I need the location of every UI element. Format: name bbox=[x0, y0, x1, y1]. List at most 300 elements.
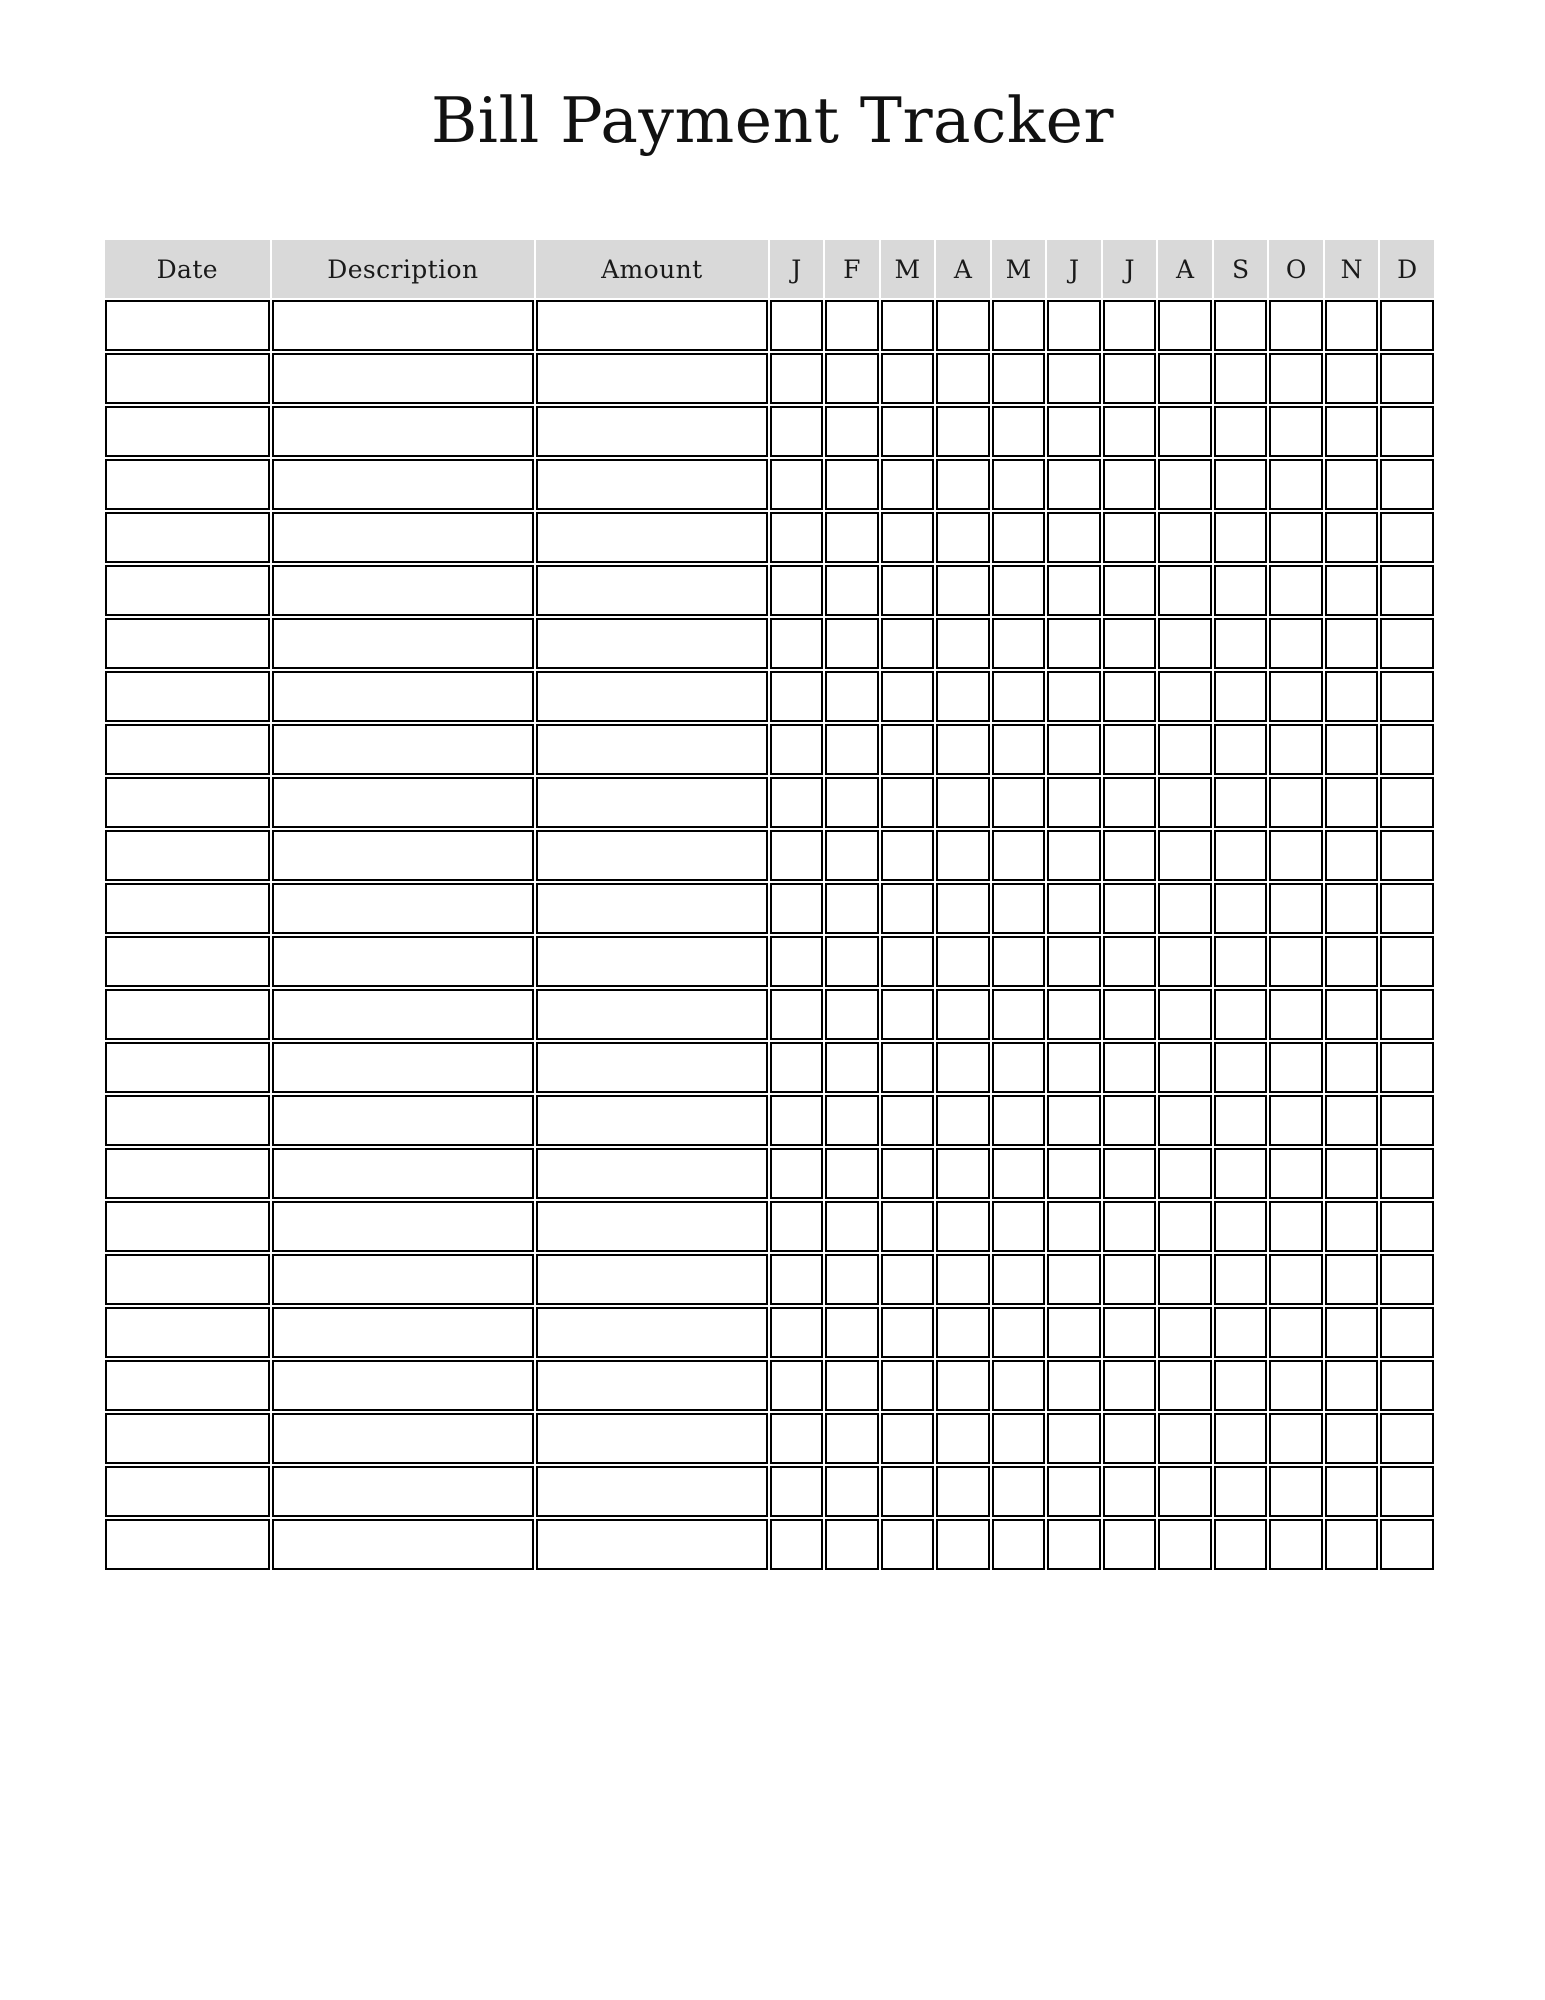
cell-description[interactable] bbox=[272, 459, 535, 510]
cell-month-may[interactable] bbox=[992, 353, 1046, 404]
cell-amount[interactable] bbox=[536, 565, 767, 616]
cell-month-may[interactable] bbox=[992, 989, 1046, 1040]
cell-month-jul[interactable] bbox=[1103, 1254, 1157, 1305]
cell-month-dec[interactable] bbox=[1380, 1201, 1434, 1252]
cell-description[interactable] bbox=[272, 565, 535, 616]
cell-month-oct[interactable] bbox=[1269, 353, 1323, 404]
cell-month-feb[interactable] bbox=[825, 1519, 879, 1570]
cell-month-apr[interactable] bbox=[936, 936, 990, 987]
cell-month-jun[interactable] bbox=[1047, 777, 1101, 828]
cell-month-may[interactable] bbox=[992, 1466, 1046, 1517]
cell-amount[interactable] bbox=[536, 671, 767, 722]
cell-month-sep[interactable] bbox=[1214, 883, 1268, 934]
cell-month-oct[interactable] bbox=[1269, 1095, 1323, 1146]
cell-amount[interactable] bbox=[536, 1095, 767, 1146]
cell-amount[interactable] bbox=[536, 1466, 767, 1517]
cell-month-mar[interactable] bbox=[881, 830, 935, 881]
cell-month-jan[interactable] bbox=[770, 1095, 824, 1146]
cell-amount[interactable] bbox=[536, 883, 767, 934]
cell-month-jan[interactable] bbox=[770, 1360, 824, 1411]
cell-amount[interactable] bbox=[536, 300, 767, 351]
cell-month-dec[interactable] bbox=[1380, 618, 1434, 669]
cell-month-oct[interactable] bbox=[1269, 671, 1323, 722]
cell-month-sep[interactable] bbox=[1214, 724, 1268, 775]
cell-month-mar[interactable] bbox=[881, 300, 935, 351]
cell-month-mar[interactable] bbox=[881, 1519, 935, 1570]
cell-month-feb[interactable] bbox=[825, 1148, 879, 1199]
cell-month-jul[interactable] bbox=[1103, 1148, 1157, 1199]
cell-amount[interactable] bbox=[536, 618, 767, 669]
cell-month-jan[interactable] bbox=[770, 883, 824, 934]
cell-month-aug[interactable] bbox=[1158, 989, 1212, 1040]
cell-amount[interactable] bbox=[536, 353, 767, 404]
cell-description[interactable] bbox=[272, 1201, 535, 1252]
cell-description[interactable] bbox=[272, 1095, 535, 1146]
cell-month-may[interactable] bbox=[992, 883, 1046, 934]
cell-month-aug[interactable] bbox=[1158, 1201, 1212, 1252]
cell-month-may[interactable] bbox=[992, 459, 1046, 510]
cell-month-aug[interactable] bbox=[1158, 936, 1212, 987]
cell-month-mar[interactable] bbox=[881, 406, 935, 457]
cell-month-feb[interactable] bbox=[825, 618, 879, 669]
cell-month-aug[interactable] bbox=[1158, 1413, 1212, 1464]
cell-month-feb[interactable] bbox=[825, 1413, 879, 1464]
cell-month-dec[interactable] bbox=[1380, 1413, 1434, 1464]
cell-description[interactable] bbox=[272, 300, 535, 351]
cell-date[interactable] bbox=[105, 1413, 270, 1464]
cell-month-jan[interactable] bbox=[770, 1148, 824, 1199]
cell-month-may[interactable] bbox=[992, 512, 1046, 563]
cell-month-dec[interactable] bbox=[1380, 512, 1434, 563]
cell-date[interactable] bbox=[105, 724, 270, 775]
cell-month-oct[interactable] bbox=[1269, 1466, 1323, 1517]
cell-month-jul[interactable] bbox=[1103, 989, 1157, 1040]
cell-month-oct[interactable] bbox=[1269, 1360, 1323, 1411]
cell-month-sep[interactable] bbox=[1214, 936, 1268, 987]
cell-amount[interactable] bbox=[536, 1519, 767, 1570]
cell-description[interactable] bbox=[272, 406, 535, 457]
cell-month-feb[interactable] bbox=[825, 1466, 879, 1517]
cell-month-mar[interactable] bbox=[881, 618, 935, 669]
cell-month-feb[interactable] bbox=[825, 1254, 879, 1305]
cell-month-dec[interactable] bbox=[1380, 1466, 1434, 1517]
cell-month-may[interactable] bbox=[992, 1254, 1046, 1305]
cell-month-dec[interactable] bbox=[1380, 883, 1434, 934]
cell-month-jun[interactable] bbox=[1047, 353, 1101, 404]
cell-month-jan[interactable] bbox=[770, 512, 824, 563]
cell-month-apr[interactable] bbox=[936, 1360, 990, 1411]
cell-month-nov[interactable] bbox=[1325, 1148, 1379, 1199]
cell-description[interactable] bbox=[272, 1307, 535, 1358]
cell-month-feb[interactable] bbox=[825, 353, 879, 404]
cell-month-aug[interactable] bbox=[1158, 777, 1212, 828]
cell-month-apr[interactable] bbox=[936, 406, 990, 457]
cell-month-feb[interactable] bbox=[825, 459, 879, 510]
cell-month-jul[interactable] bbox=[1103, 406, 1157, 457]
cell-month-oct[interactable] bbox=[1269, 989, 1323, 1040]
cell-description[interactable] bbox=[272, 1254, 535, 1305]
cell-month-mar[interactable] bbox=[881, 989, 935, 1040]
cell-month-sep[interactable] bbox=[1214, 300, 1268, 351]
cell-month-dec[interactable] bbox=[1380, 936, 1434, 987]
cell-month-jan[interactable] bbox=[770, 1466, 824, 1517]
cell-month-may[interactable] bbox=[992, 300, 1046, 351]
cell-description[interactable] bbox=[272, 1148, 535, 1199]
cell-month-apr[interactable] bbox=[936, 989, 990, 1040]
cell-month-oct[interactable] bbox=[1269, 830, 1323, 881]
cell-month-dec[interactable] bbox=[1380, 565, 1434, 616]
cell-month-apr[interactable] bbox=[936, 883, 990, 934]
cell-month-feb[interactable] bbox=[825, 300, 879, 351]
cell-month-feb[interactable] bbox=[825, 989, 879, 1040]
cell-month-jul[interactable] bbox=[1103, 300, 1157, 351]
cell-date[interactable] bbox=[105, 1519, 270, 1570]
cell-date[interactable] bbox=[105, 1042, 270, 1093]
cell-month-may[interactable] bbox=[992, 1201, 1046, 1252]
cell-month-mar[interactable] bbox=[881, 1360, 935, 1411]
cell-month-aug[interactable] bbox=[1158, 1254, 1212, 1305]
cell-month-mar[interactable] bbox=[881, 724, 935, 775]
cell-month-nov[interactable] bbox=[1325, 671, 1379, 722]
cell-month-aug[interactable] bbox=[1158, 565, 1212, 616]
cell-month-mar[interactable] bbox=[881, 1307, 935, 1358]
cell-month-oct[interactable] bbox=[1269, 936, 1323, 987]
cell-amount[interactable] bbox=[536, 1148, 767, 1199]
cell-date[interactable] bbox=[105, 1254, 270, 1305]
cell-month-jan[interactable] bbox=[770, 1042, 824, 1093]
cell-month-aug[interactable] bbox=[1158, 1095, 1212, 1146]
cell-amount[interactable] bbox=[536, 1201, 767, 1252]
cell-month-mar[interactable] bbox=[881, 459, 935, 510]
cell-month-nov[interactable] bbox=[1325, 830, 1379, 881]
cell-month-dec[interactable] bbox=[1380, 989, 1434, 1040]
cell-month-jan[interactable] bbox=[770, 671, 824, 722]
cell-month-may[interactable] bbox=[992, 1413, 1046, 1464]
cell-month-may[interactable] bbox=[992, 724, 1046, 775]
cell-month-mar[interactable] bbox=[881, 1413, 935, 1464]
cell-month-mar[interactable] bbox=[881, 936, 935, 987]
cell-month-feb[interactable] bbox=[825, 1095, 879, 1146]
cell-month-dec[interactable] bbox=[1380, 777, 1434, 828]
cell-amount[interactable] bbox=[536, 724, 767, 775]
cell-month-oct[interactable] bbox=[1269, 1042, 1323, 1093]
cell-month-feb[interactable] bbox=[825, 512, 879, 563]
cell-month-may[interactable] bbox=[992, 1095, 1046, 1146]
cell-month-apr[interactable] bbox=[936, 671, 990, 722]
cell-month-nov[interactable] bbox=[1325, 406, 1379, 457]
cell-month-sep[interactable] bbox=[1214, 512, 1268, 563]
cell-month-jan[interactable] bbox=[770, 459, 824, 510]
cell-month-feb[interactable] bbox=[825, 830, 879, 881]
cell-date[interactable] bbox=[105, 1307, 270, 1358]
cell-month-jan[interactable] bbox=[770, 989, 824, 1040]
cell-date[interactable] bbox=[105, 512, 270, 563]
cell-description[interactable] bbox=[272, 1519, 535, 1570]
cell-month-dec[interactable] bbox=[1380, 353, 1434, 404]
cell-month-may[interactable] bbox=[992, 777, 1046, 828]
cell-month-nov[interactable] bbox=[1325, 936, 1379, 987]
cell-month-sep[interactable] bbox=[1214, 1201, 1268, 1252]
cell-month-dec[interactable] bbox=[1380, 724, 1434, 775]
cell-description[interactable] bbox=[272, 1413, 535, 1464]
cell-description[interactable] bbox=[272, 724, 535, 775]
cell-month-mar[interactable] bbox=[881, 512, 935, 563]
cell-month-jun[interactable] bbox=[1047, 989, 1101, 1040]
cell-month-jun[interactable] bbox=[1047, 936, 1101, 987]
cell-month-sep[interactable] bbox=[1214, 565, 1268, 616]
cell-month-dec[interactable] bbox=[1380, 1360, 1434, 1411]
cell-month-feb[interactable] bbox=[825, 936, 879, 987]
cell-date[interactable] bbox=[105, 777, 270, 828]
cell-month-nov[interactable] bbox=[1325, 565, 1379, 616]
cell-month-sep[interactable] bbox=[1214, 671, 1268, 722]
cell-month-mar[interactable] bbox=[881, 1148, 935, 1199]
cell-month-oct[interactable] bbox=[1269, 512, 1323, 563]
cell-description[interactable] bbox=[272, 1466, 535, 1517]
cell-month-jul[interactable] bbox=[1103, 353, 1157, 404]
cell-month-nov[interactable] bbox=[1325, 459, 1379, 510]
cell-month-sep[interactable] bbox=[1214, 618, 1268, 669]
cell-month-jun[interactable] bbox=[1047, 1413, 1101, 1464]
cell-month-oct[interactable] bbox=[1269, 883, 1323, 934]
cell-month-jun[interactable] bbox=[1047, 565, 1101, 616]
cell-month-jan[interactable] bbox=[770, 1201, 824, 1252]
cell-month-sep[interactable] bbox=[1214, 1307, 1268, 1358]
cell-month-mar[interactable] bbox=[881, 1201, 935, 1252]
cell-month-dec[interactable] bbox=[1380, 406, 1434, 457]
cell-month-feb[interactable] bbox=[825, 1042, 879, 1093]
cell-month-nov[interactable] bbox=[1325, 1095, 1379, 1146]
cell-month-may[interactable] bbox=[992, 936, 1046, 987]
cell-month-oct[interactable] bbox=[1269, 406, 1323, 457]
cell-date[interactable] bbox=[105, 1466, 270, 1517]
cell-month-jan[interactable] bbox=[770, 777, 824, 828]
cell-month-apr[interactable] bbox=[936, 1307, 990, 1358]
cell-month-jun[interactable] bbox=[1047, 1042, 1101, 1093]
cell-month-oct[interactable] bbox=[1269, 1254, 1323, 1305]
cell-month-jan[interactable] bbox=[770, 618, 824, 669]
cell-month-jul[interactable] bbox=[1103, 830, 1157, 881]
cell-month-mar[interactable] bbox=[881, 671, 935, 722]
cell-month-jun[interactable] bbox=[1047, 459, 1101, 510]
cell-month-dec[interactable] bbox=[1380, 671, 1434, 722]
cell-description[interactable] bbox=[272, 989, 535, 1040]
cell-month-oct[interactable] bbox=[1269, 724, 1323, 775]
cell-month-jul[interactable] bbox=[1103, 1360, 1157, 1411]
cell-date[interactable] bbox=[105, 459, 270, 510]
cell-month-jan[interactable] bbox=[770, 1307, 824, 1358]
cell-month-jan[interactable] bbox=[770, 406, 824, 457]
cell-month-may[interactable] bbox=[992, 1360, 1046, 1411]
cell-month-aug[interactable] bbox=[1158, 1042, 1212, 1093]
cell-month-mar[interactable] bbox=[881, 353, 935, 404]
cell-month-jul[interactable] bbox=[1103, 1095, 1157, 1146]
cell-month-jan[interactable] bbox=[770, 353, 824, 404]
cell-month-aug[interactable] bbox=[1158, 1466, 1212, 1517]
cell-month-dec[interactable] bbox=[1380, 1254, 1434, 1305]
cell-month-apr[interactable] bbox=[936, 1042, 990, 1093]
cell-month-sep[interactable] bbox=[1214, 989, 1268, 1040]
cell-month-aug[interactable] bbox=[1158, 1360, 1212, 1411]
cell-date[interactable] bbox=[105, 353, 270, 404]
cell-month-feb[interactable] bbox=[825, 777, 879, 828]
cell-date[interactable] bbox=[105, 830, 270, 881]
cell-month-oct[interactable] bbox=[1269, 1307, 1323, 1358]
cell-month-jul[interactable] bbox=[1103, 1201, 1157, 1252]
cell-date[interactable] bbox=[105, 671, 270, 722]
cell-month-sep[interactable] bbox=[1214, 459, 1268, 510]
cell-month-jun[interactable] bbox=[1047, 671, 1101, 722]
cell-month-jun[interactable] bbox=[1047, 1519, 1101, 1570]
cell-month-apr[interactable] bbox=[936, 565, 990, 616]
cell-month-aug[interactable] bbox=[1158, 300, 1212, 351]
cell-month-aug[interactable] bbox=[1158, 353, 1212, 404]
cell-month-mar[interactable] bbox=[881, 1466, 935, 1517]
cell-description[interactable] bbox=[272, 353, 535, 404]
cell-month-jan[interactable] bbox=[770, 1254, 824, 1305]
cell-month-may[interactable] bbox=[992, 565, 1046, 616]
cell-month-nov[interactable] bbox=[1325, 512, 1379, 563]
cell-description[interactable] bbox=[272, 883, 535, 934]
cell-month-may[interactable] bbox=[992, 1307, 1046, 1358]
cell-month-jan[interactable] bbox=[770, 1519, 824, 1570]
cell-date[interactable] bbox=[105, 989, 270, 1040]
cell-month-mar[interactable] bbox=[881, 1095, 935, 1146]
cell-amount[interactable] bbox=[536, 936, 767, 987]
cell-date[interactable] bbox=[105, 1095, 270, 1146]
cell-month-jan[interactable] bbox=[770, 724, 824, 775]
cell-month-apr[interactable] bbox=[936, 1254, 990, 1305]
cell-month-nov[interactable] bbox=[1325, 1201, 1379, 1252]
cell-month-aug[interactable] bbox=[1158, 724, 1212, 775]
cell-month-jun[interactable] bbox=[1047, 883, 1101, 934]
cell-month-mar[interactable] bbox=[881, 1042, 935, 1093]
cell-month-jun[interactable] bbox=[1047, 724, 1101, 775]
cell-description[interactable] bbox=[272, 671, 535, 722]
cell-month-mar[interactable] bbox=[881, 883, 935, 934]
cell-month-nov[interactable] bbox=[1325, 1466, 1379, 1517]
cell-month-jun[interactable] bbox=[1047, 300, 1101, 351]
cell-month-jul[interactable] bbox=[1103, 565, 1157, 616]
cell-date[interactable] bbox=[105, 936, 270, 987]
cell-month-may[interactable] bbox=[992, 618, 1046, 669]
cell-month-jul[interactable] bbox=[1103, 777, 1157, 828]
cell-month-oct[interactable] bbox=[1269, 565, 1323, 616]
cell-month-apr[interactable] bbox=[936, 1519, 990, 1570]
cell-month-nov[interactable] bbox=[1325, 300, 1379, 351]
cell-month-jul[interactable] bbox=[1103, 1042, 1157, 1093]
cell-month-mar[interactable] bbox=[881, 565, 935, 616]
cell-month-dec[interactable] bbox=[1380, 1095, 1434, 1146]
cell-month-aug[interactable] bbox=[1158, 618, 1212, 669]
cell-date[interactable] bbox=[105, 883, 270, 934]
cell-month-apr[interactable] bbox=[936, 459, 990, 510]
cell-month-aug[interactable] bbox=[1158, 406, 1212, 457]
cell-month-nov[interactable] bbox=[1325, 989, 1379, 1040]
cell-month-sep[interactable] bbox=[1214, 830, 1268, 881]
cell-month-apr[interactable] bbox=[936, 512, 990, 563]
cell-date[interactable] bbox=[105, 300, 270, 351]
cell-amount[interactable] bbox=[536, 406, 767, 457]
cell-month-aug[interactable] bbox=[1158, 883, 1212, 934]
cell-month-jun[interactable] bbox=[1047, 1148, 1101, 1199]
cell-month-jun[interactable] bbox=[1047, 618, 1101, 669]
cell-month-jun[interactable] bbox=[1047, 1201, 1101, 1252]
cell-month-oct[interactable] bbox=[1269, 459, 1323, 510]
cell-description[interactable] bbox=[272, 936, 535, 987]
cell-month-dec[interactable] bbox=[1380, 1148, 1434, 1199]
cell-month-sep[interactable] bbox=[1214, 353, 1268, 404]
cell-month-feb[interactable] bbox=[825, 406, 879, 457]
cell-month-oct[interactable] bbox=[1269, 1148, 1323, 1199]
cell-month-mar[interactable] bbox=[881, 1254, 935, 1305]
cell-month-sep[interactable] bbox=[1214, 1042, 1268, 1093]
cell-month-jun[interactable] bbox=[1047, 1095, 1101, 1146]
cell-month-oct[interactable] bbox=[1269, 1413, 1323, 1464]
cell-month-jun[interactable] bbox=[1047, 1466, 1101, 1517]
cell-month-dec[interactable] bbox=[1380, 830, 1434, 881]
cell-month-aug[interactable] bbox=[1158, 512, 1212, 563]
cell-month-nov[interactable] bbox=[1325, 1254, 1379, 1305]
cell-month-nov[interactable] bbox=[1325, 1307, 1379, 1358]
cell-month-oct[interactable] bbox=[1269, 618, 1323, 669]
cell-month-oct[interactable] bbox=[1269, 1519, 1323, 1570]
cell-date[interactable] bbox=[105, 1148, 270, 1199]
cell-month-feb[interactable] bbox=[825, 671, 879, 722]
cell-month-may[interactable] bbox=[992, 1042, 1046, 1093]
cell-month-nov[interactable] bbox=[1325, 618, 1379, 669]
cell-month-apr[interactable] bbox=[936, 1466, 990, 1517]
cell-month-nov[interactable] bbox=[1325, 724, 1379, 775]
cell-month-aug[interactable] bbox=[1158, 671, 1212, 722]
cell-month-may[interactable] bbox=[992, 671, 1046, 722]
cell-month-jan[interactable] bbox=[770, 830, 824, 881]
cell-month-mar[interactable] bbox=[881, 777, 935, 828]
cell-month-may[interactable] bbox=[992, 406, 1046, 457]
cell-month-apr[interactable] bbox=[936, 300, 990, 351]
cell-amount[interactable] bbox=[536, 989, 767, 1040]
cell-month-apr[interactable] bbox=[936, 1095, 990, 1146]
cell-month-apr[interactable] bbox=[936, 1413, 990, 1464]
cell-month-apr[interactable] bbox=[936, 353, 990, 404]
cell-month-dec[interactable] bbox=[1380, 459, 1434, 510]
cell-amount[interactable] bbox=[536, 459, 767, 510]
cell-month-nov[interactable] bbox=[1325, 1360, 1379, 1411]
cell-month-jul[interactable] bbox=[1103, 883, 1157, 934]
cell-amount[interactable] bbox=[536, 512, 767, 563]
cell-month-nov[interactable] bbox=[1325, 1413, 1379, 1464]
cell-description[interactable] bbox=[272, 1360, 535, 1411]
cell-description[interactable] bbox=[272, 830, 535, 881]
cell-month-feb[interactable] bbox=[825, 1307, 879, 1358]
cell-month-dec[interactable] bbox=[1380, 1307, 1434, 1358]
cell-month-jun[interactable] bbox=[1047, 830, 1101, 881]
cell-month-dec[interactable] bbox=[1380, 300, 1434, 351]
cell-month-jul[interactable] bbox=[1103, 1307, 1157, 1358]
cell-month-jul[interactable] bbox=[1103, 724, 1157, 775]
cell-month-feb[interactable] bbox=[825, 1201, 879, 1252]
cell-amount[interactable] bbox=[536, 777, 767, 828]
cell-month-feb[interactable] bbox=[825, 1360, 879, 1411]
cell-month-jul[interactable] bbox=[1103, 1466, 1157, 1517]
cell-month-nov[interactable] bbox=[1325, 1042, 1379, 1093]
cell-month-nov[interactable] bbox=[1325, 353, 1379, 404]
cell-month-jul[interactable] bbox=[1103, 459, 1157, 510]
cell-description[interactable] bbox=[272, 777, 535, 828]
cell-month-jul[interactable] bbox=[1103, 1413, 1157, 1464]
cell-month-may[interactable] bbox=[992, 1148, 1046, 1199]
cell-month-dec[interactable] bbox=[1380, 1519, 1434, 1570]
